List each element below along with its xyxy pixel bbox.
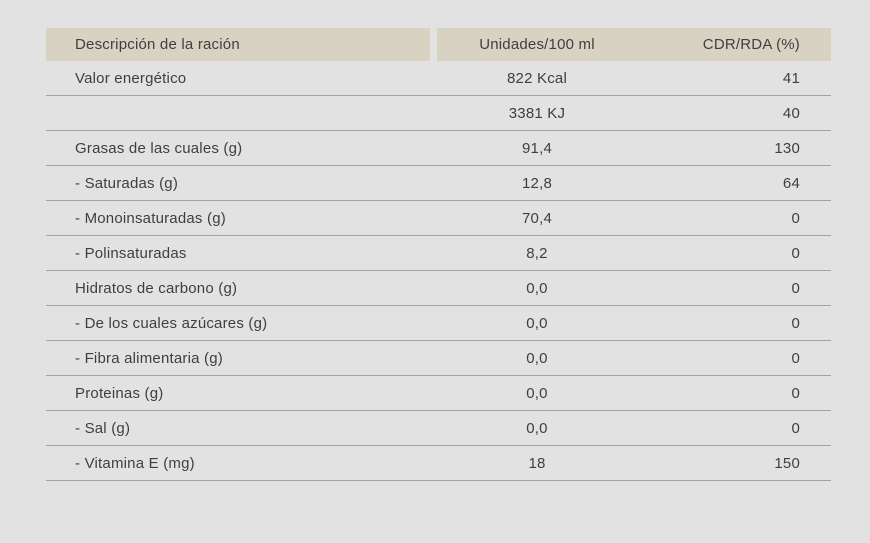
header-cdr: CDR/RDA (%) — [702, 36, 800, 53]
header-gap — [430, 28, 437, 61]
table-row — [46, 411, 831, 446]
row-cdr-value: 40 — [782, 104, 800, 122]
row-units-value: 70,4 — [522, 209, 552, 227]
row-cdr-value: 0 — [791, 419, 800, 437]
row-units-value: 8,2 — [526, 244, 548, 262]
table-row — [46, 201, 831, 236]
row-cdr-value: 0 — [791, 314, 800, 332]
row-units-value: 0,0 — [526, 314, 548, 332]
row-label: Proteinas (g) — [75, 384, 164, 402]
row-label: Valor energético — [75, 69, 187, 87]
table-row — [46, 306, 831, 341]
row-label: - Vitamina E (mg) — [75, 454, 195, 472]
row-label: - Sal (g) — [75, 419, 131, 437]
row-cdr-value: 41 — [782, 69, 800, 87]
row-units-value: 0,0 — [526, 349, 548, 367]
row-units-value: 0,0 — [526, 419, 548, 437]
row-cdr-value: 0 — [791, 279, 800, 297]
row-cdr-value: 64 — [782, 174, 800, 192]
row-cdr-value: 0 — [791, 209, 800, 227]
row-label: - De los cuales azúcares (g) — [75, 314, 268, 332]
table-row — [46, 341, 831, 376]
nutrition-table — [46, 28, 831, 481]
row-units-value: 3381 KJ — [508, 104, 566, 122]
row-units-value: 822 Kcal — [507, 69, 567, 87]
row-cdr-value: 130 — [774, 139, 800, 157]
table-row — [46, 131, 831, 166]
header-description: Descripción de la ración — [46, 28, 430, 61]
row-units-value: 0,0 — [526, 279, 548, 297]
table-row — [46, 96, 831, 131]
row-units-value: 18 — [528, 454, 546, 472]
table-row — [46, 166, 831, 201]
row-cdr-value: 0 — [791, 349, 800, 367]
table-row — [46, 236, 831, 271]
row-label: - Monoinsaturadas (g) — [75, 209, 226, 227]
row-units-value: 0,0 — [526, 384, 548, 402]
row-label: Hidratos de carbono (g) — [75, 279, 238, 297]
row-units-value: 12,8 — [522, 174, 552, 192]
row-label: - Fibra alimentaria (g) — [75, 349, 223, 367]
row-cdr-value: 150 — [774, 454, 800, 472]
row-units-value: 91,4 — [522, 139, 552, 157]
table-body — [46, 61, 831, 481]
table-row — [46, 61, 831, 96]
table-row — [46, 446, 831, 481]
row-label: Grasas de las cuales (g) — [75, 139, 243, 157]
table-row — [46, 271, 831, 306]
row-cdr-value: 0 — [791, 244, 800, 262]
table-header-row — [46, 28, 831, 61]
table-row — [46, 376, 831, 411]
row-cdr-value: 0 — [791, 384, 800, 402]
header-units: Unidades/100 ml — [479, 36, 595, 53]
header-values-block — [437, 28, 831, 61]
row-label: - Saturadas (g) — [75, 174, 179, 192]
row-label: - Polinsaturadas — [75, 244, 187, 262]
